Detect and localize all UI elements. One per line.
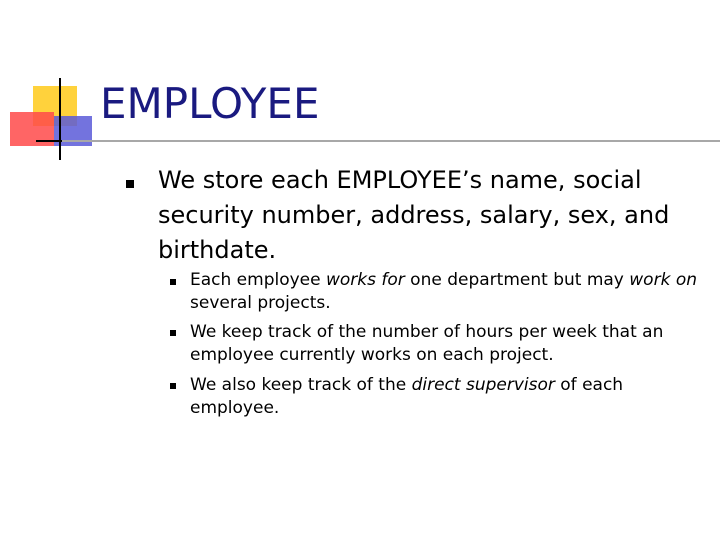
- sub-bullet-1-part1: Each employee: [190, 270, 326, 290]
- sub-bullet-1-part3: several projects.: [190, 293, 331, 313]
- title-divider: [62, 140, 720, 142]
- bullet-square-icon: [126, 180, 134, 188]
- sub-bullet-3-emph1: direct supervisor: [411, 375, 555, 395]
- sub-bullet-3-part2: of each employee.: [190, 375, 624, 418]
- sub-bullet-1: [190, 269, 700, 315]
- sub-bullet-3: [190, 374, 700, 420]
- slide-title: EMPLOYEE: [100, 79, 320, 128]
- sub-bullet-3-part1: We also keep track of the: [190, 375, 412, 395]
- sub-bullet-square-icon: [170, 279, 176, 285]
- decorative-squares-logo: [0, 0, 110, 170]
- sub-bullet-square-icon: [170, 330, 176, 336]
- main-bullet-text: We store each EMPLOYEE’s name, social security number, address, salary, sex, and birthdate.: [158, 166, 670, 264]
- sub-bullet-2: We keep track of the number of hours per week that an employee currently works on each project.: [190, 322, 664, 365]
- sub-bullet-1-emph2: work on: [629, 270, 697, 290]
- sub-bullet-square-icon: [170, 383, 176, 389]
- sub-bullet-1-emph1: works for: [326, 270, 405, 290]
- sub-bullet-1-part2: one department but may: [404, 270, 630, 290]
